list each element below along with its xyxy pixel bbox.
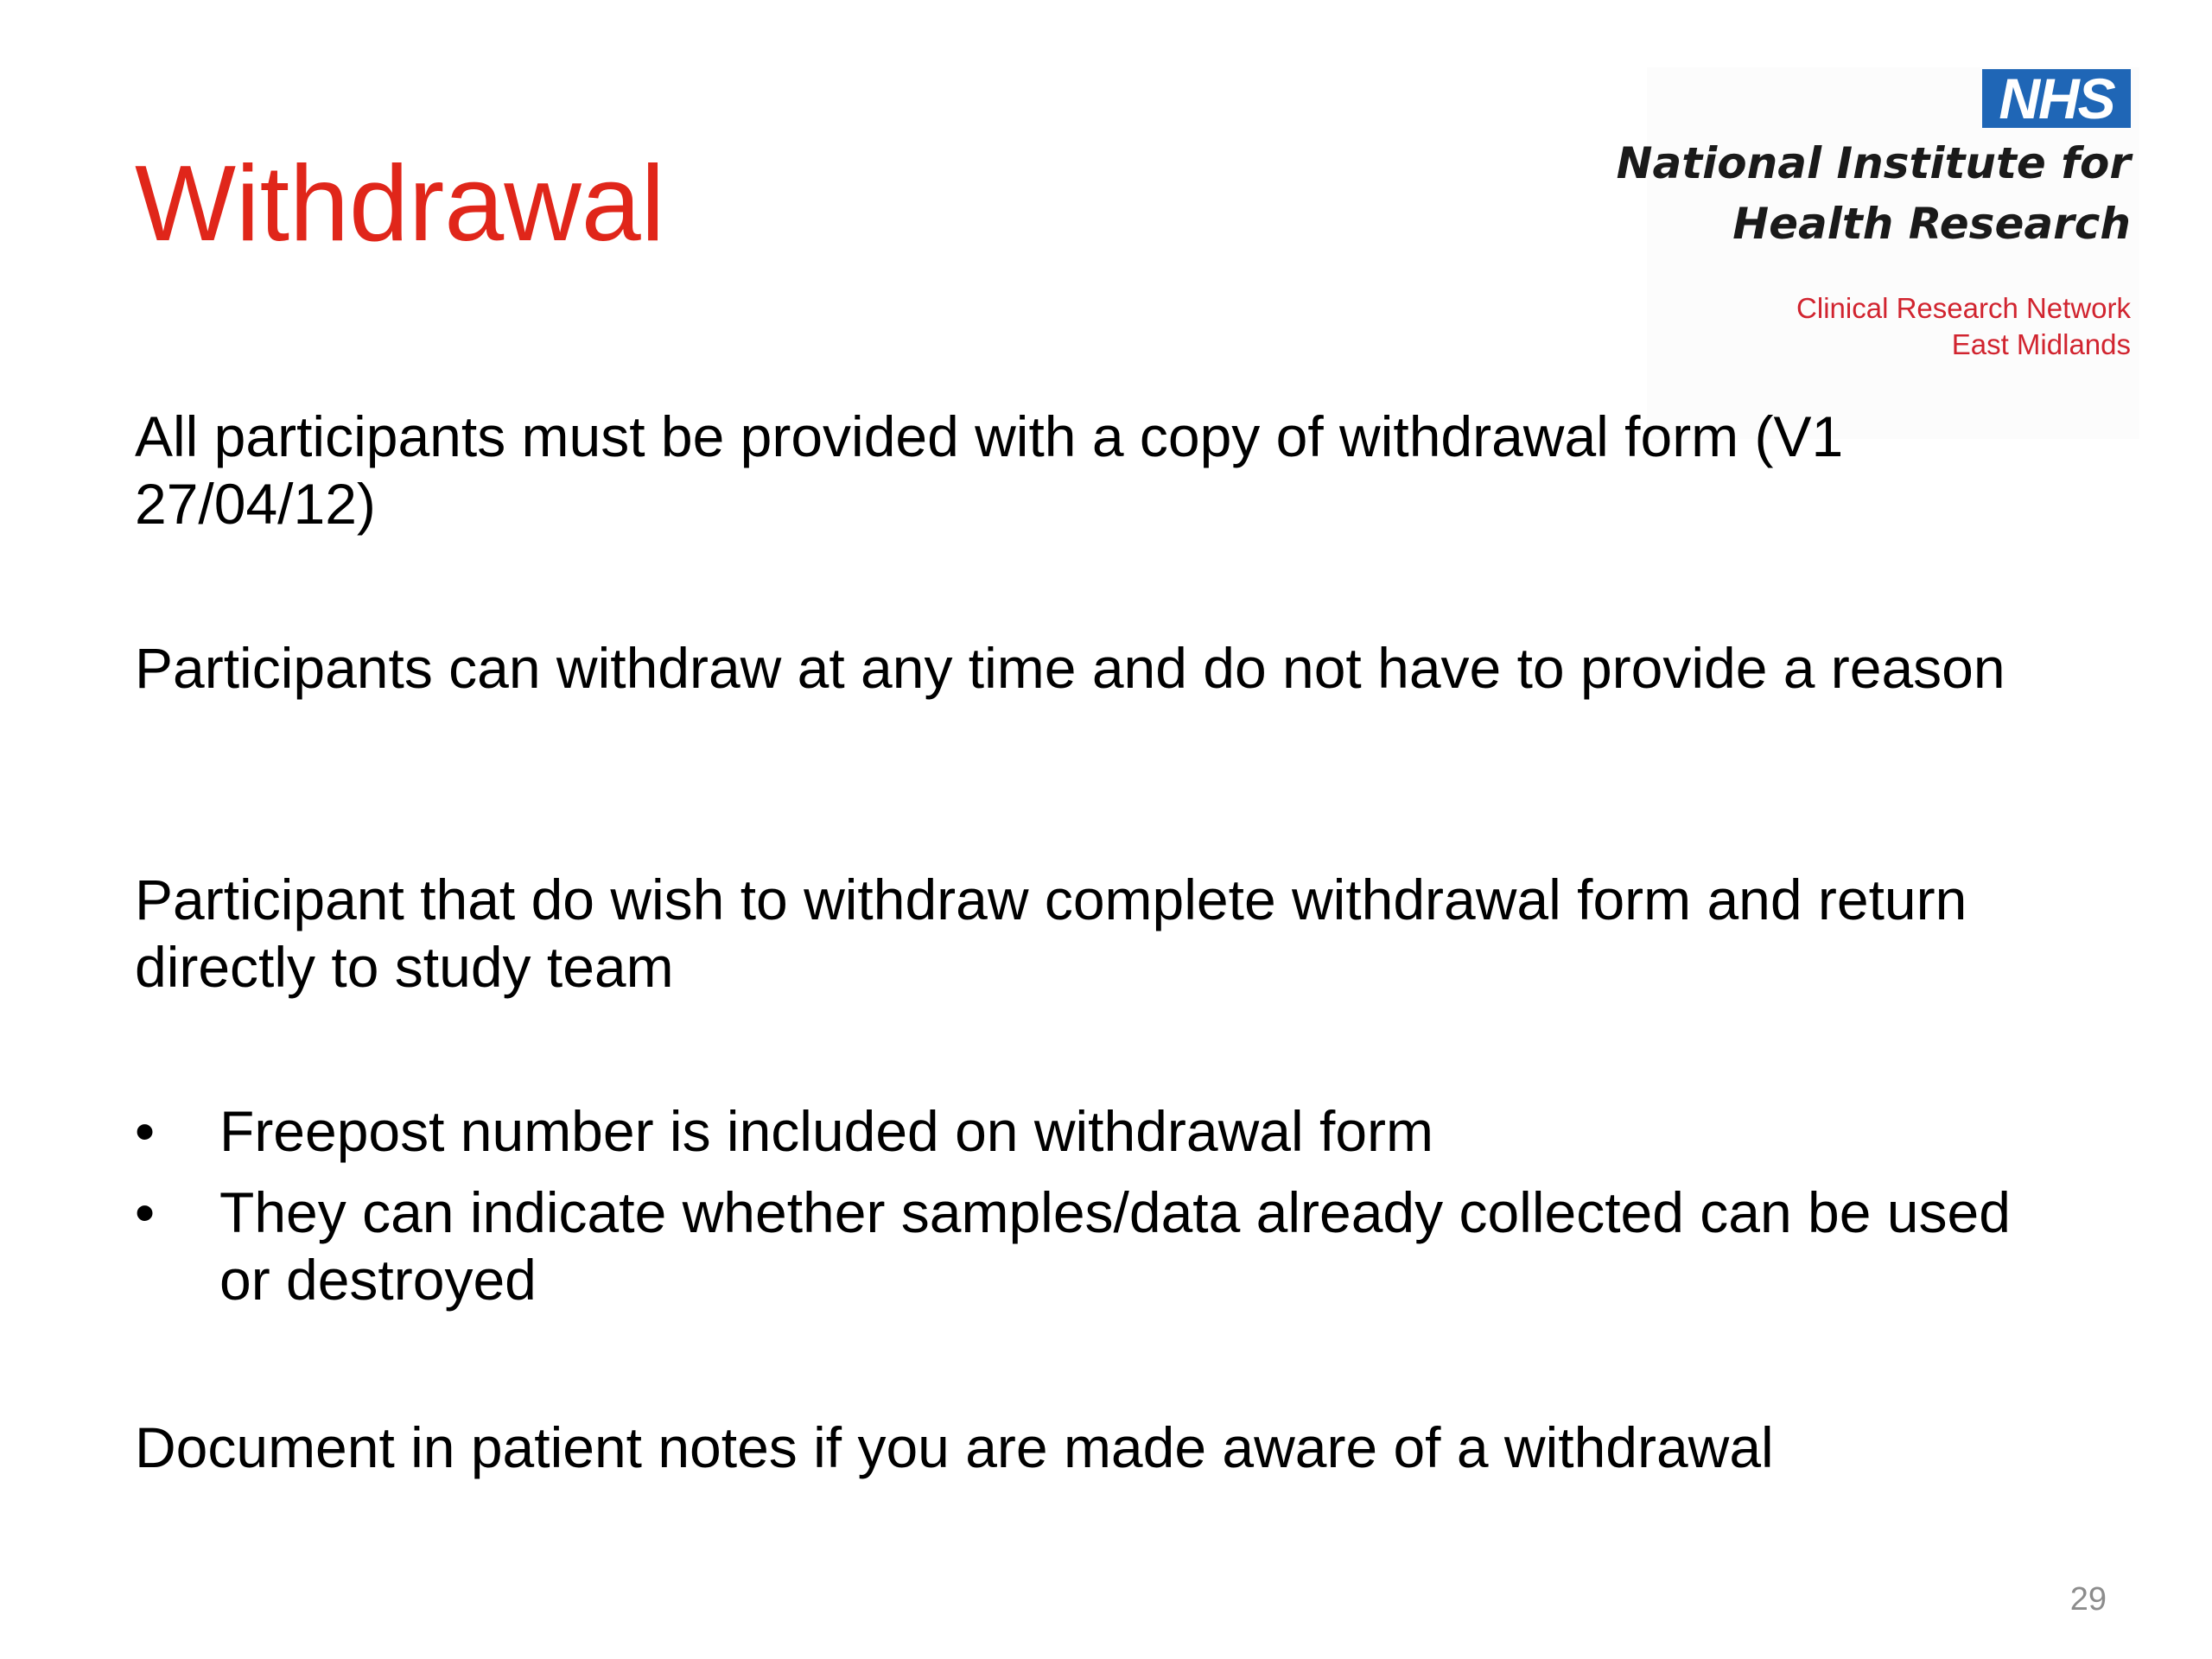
nhs-badge: NHS [1982,69,2131,128]
org-name-line-2: Health Research [1732,199,2131,249]
bullet-text: They can indicate whether samples/data already collected can be used or destroyed [219,1180,2011,1312]
page-number: 29 [2069,1581,2107,1618]
network-name-line-2: East Midlands [1951,328,2131,360]
network-name-line-1: Clinical Research Network [1796,292,2131,324]
org-name [1617,133,2131,254]
bullet-item [135,1179,2062,1313]
paragraph-document-notes: Document in patient notes if you are made aware of a withdrawal [135,1415,1774,1479]
org-name-line-1: National Institute for [1616,138,2131,188]
network-name [1796,290,2131,363]
slide-title: Withdrawal [135,144,665,264]
bullet-text: Freepost number is included on withdrawal form [219,1099,1433,1163]
nihr-logo [1616,67,2139,439]
bullet-list [135,1097,2062,1327]
bullet-dot-icon: • [135,1180,156,1244]
paragraph-complete-form: Participant that do wish to withdraw complete withdrawal form and return directly to study team [135,868,1967,999]
paragraph-copy-of-form: All participants must be provided with a copy of withdrawal form (V1 27/04/12) [135,404,1844,536]
bullet-dot-icon: • [135,1099,156,1163]
paragraph-withdraw-anytime: Participants can withdraw at any time and do not have to provide a reason [135,636,2005,700]
bullet-item [135,1097,2062,1165]
